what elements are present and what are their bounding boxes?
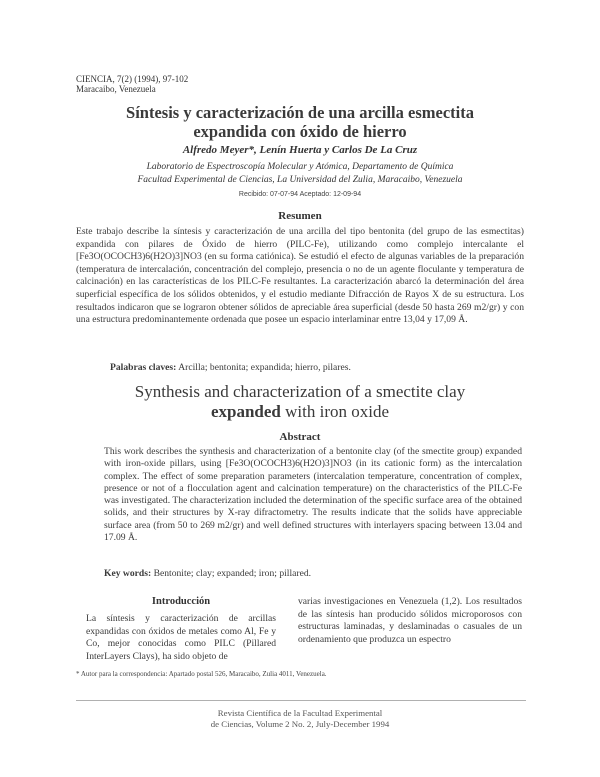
spanish-title-line-2: expandida con óxido de hierro: [193, 122, 407, 141]
english-title-line-2-rest: with iron oxide: [280, 402, 390, 421]
introduction-heading: Introducción: [151, 596, 211, 607]
spanish-keywords-label: Palabras claves:: [110, 362, 177, 373]
resumen-heading: Resumen: [278, 210, 322, 222]
journal-citation: CIENCIA, 7(2) (1994), 97-102: [76, 74, 189, 84]
english-keywords-label: Key words:: [104, 568, 152, 579]
resumen-text: Este trabajo describe la síntesis y caracterización de una arcilla del tipo bentonita (del grupo de las esmectitas) expandida con pilares de Óxido de hierro (PILC-Fe), utilizando como complejo intercalante el [Fe3O(OCOCH3)6(H2O)3]NO3 (en su forma catiónica). Se estudió el efecto de algunas variables de la preparación (temperatura de intercalación, concentración del complejo, presencia o no de un agente floculante y temperatura de calcinación) en las características de los PILC-Fe resultantes. La caracterización abarcó la determinación del área superficial específica de los sólidos obtenidos, y el estudio mediante Difracción de Rayos X de su estructura. Los resultados indicaron que se lograron obtener sólidos de apreciable área superficial (desde 50 hasta 269 m2/gr) y con una estructura predominantemente ordenada que posee un espacio interlaminar entre 13,04 y 17,09 Å.: [76, 226, 524, 326]
spanish-keywords: [110, 362, 530, 373]
abstract-heading: Abstract: [279, 431, 321, 443]
affiliation: [60, 161, 540, 187]
introduction-left-column: La síntesis y caracterización de arcillas expandidas con óxidos de metales como Al, Fe y Co, mejor conocidas como PILC (Pillared InterLayers Clays), ha sido objeto de: [86, 613, 276, 662]
journal-header: [76, 74, 188, 94]
footer-line-1: Revista Científica de la Facultad Experimental: [217, 708, 383, 718]
english-keywords-value: Bentonite; clay; expanded; iron; pillared.: [153, 568, 312, 579]
english-keywords: [104, 568, 524, 579]
corresponding-author-footnote: * Autor para la correspondencia: Apartado postal 526, Maracaibo, Zulia 4011, Venezuela.: [76, 670, 327, 678]
footer-line-2: de Ciencias, Volume 2 No. 2, July-December 1994: [210, 719, 390, 729]
english-title-bold-word: expanded: [210, 402, 281, 421]
english-title: [60, 382, 540, 422]
introduction-right-column: varias investigaciones en Venezuela (1,2). Los resultados de las síntesis han producido sólidos microporosos con estructuras laminadas, y deslaminadas o casuales de un ordenamiento que produzca un espectro: [298, 596, 522, 645]
spanish-keywords-value: Arcilla; bentonita; expandida; hierro, pilares.: [178, 362, 351, 373]
received-dates: Recibido: 07-07-94 Aceptado: 12-09-94: [238, 191, 362, 198]
spanish-title-line-1: Síntesis y caracterización de una arcilla esmectita: [126, 103, 474, 122]
journal-location: Maracaibo, Venezuela: [76, 84, 156, 94]
spanish-title: [60, 103, 540, 141]
abstract-text: This work describes the synthesis and characterization of a bentonite clay (of the smectite group) expanded with iron-oxide pillars, using [Fe3O(OCOCH3)6(H2O)3]NO3 (in its cationic form) as the intercalation complex. The effect of some preparation parameters (intercalation temperature, concentration of complex, presence or not of a flocculation agent and calcination temperature) on the characteristics of the PILC-Fe was investigated. The characterization included the determination of the specific surface area of the obtained solids, and their structures by X-ray difractometry. The results indicate that the solids have appreciable surface area (from 50 to 269 m2/gr) and well defined structures with interlayers spacing between 13.04 and 17.09 Å.: [104, 446, 522, 544]
author-list: Alfredo Meyer*, Lenín Huerta y Carlos De La Cruz: [182, 144, 418, 156]
english-title-line-1: Synthesis and characterization of a smectite clay: [134, 382, 466, 401]
affiliation-line-1: Laboratorio de Espectroscopía Molecular y Atómica, Departamento de Química: [146, 162, 454, 172]
footer-divider: [76, 700, 526, 701]
english-title-line-2: [60, 402, 540, 422]
affiliation-line-2: Facultad Experimental de Ciencias, La Universidad del Zulia, Maracaibo, Venezuela: [137, 175, 463, 185]
page-footer: [60, 708, 540, 730]
